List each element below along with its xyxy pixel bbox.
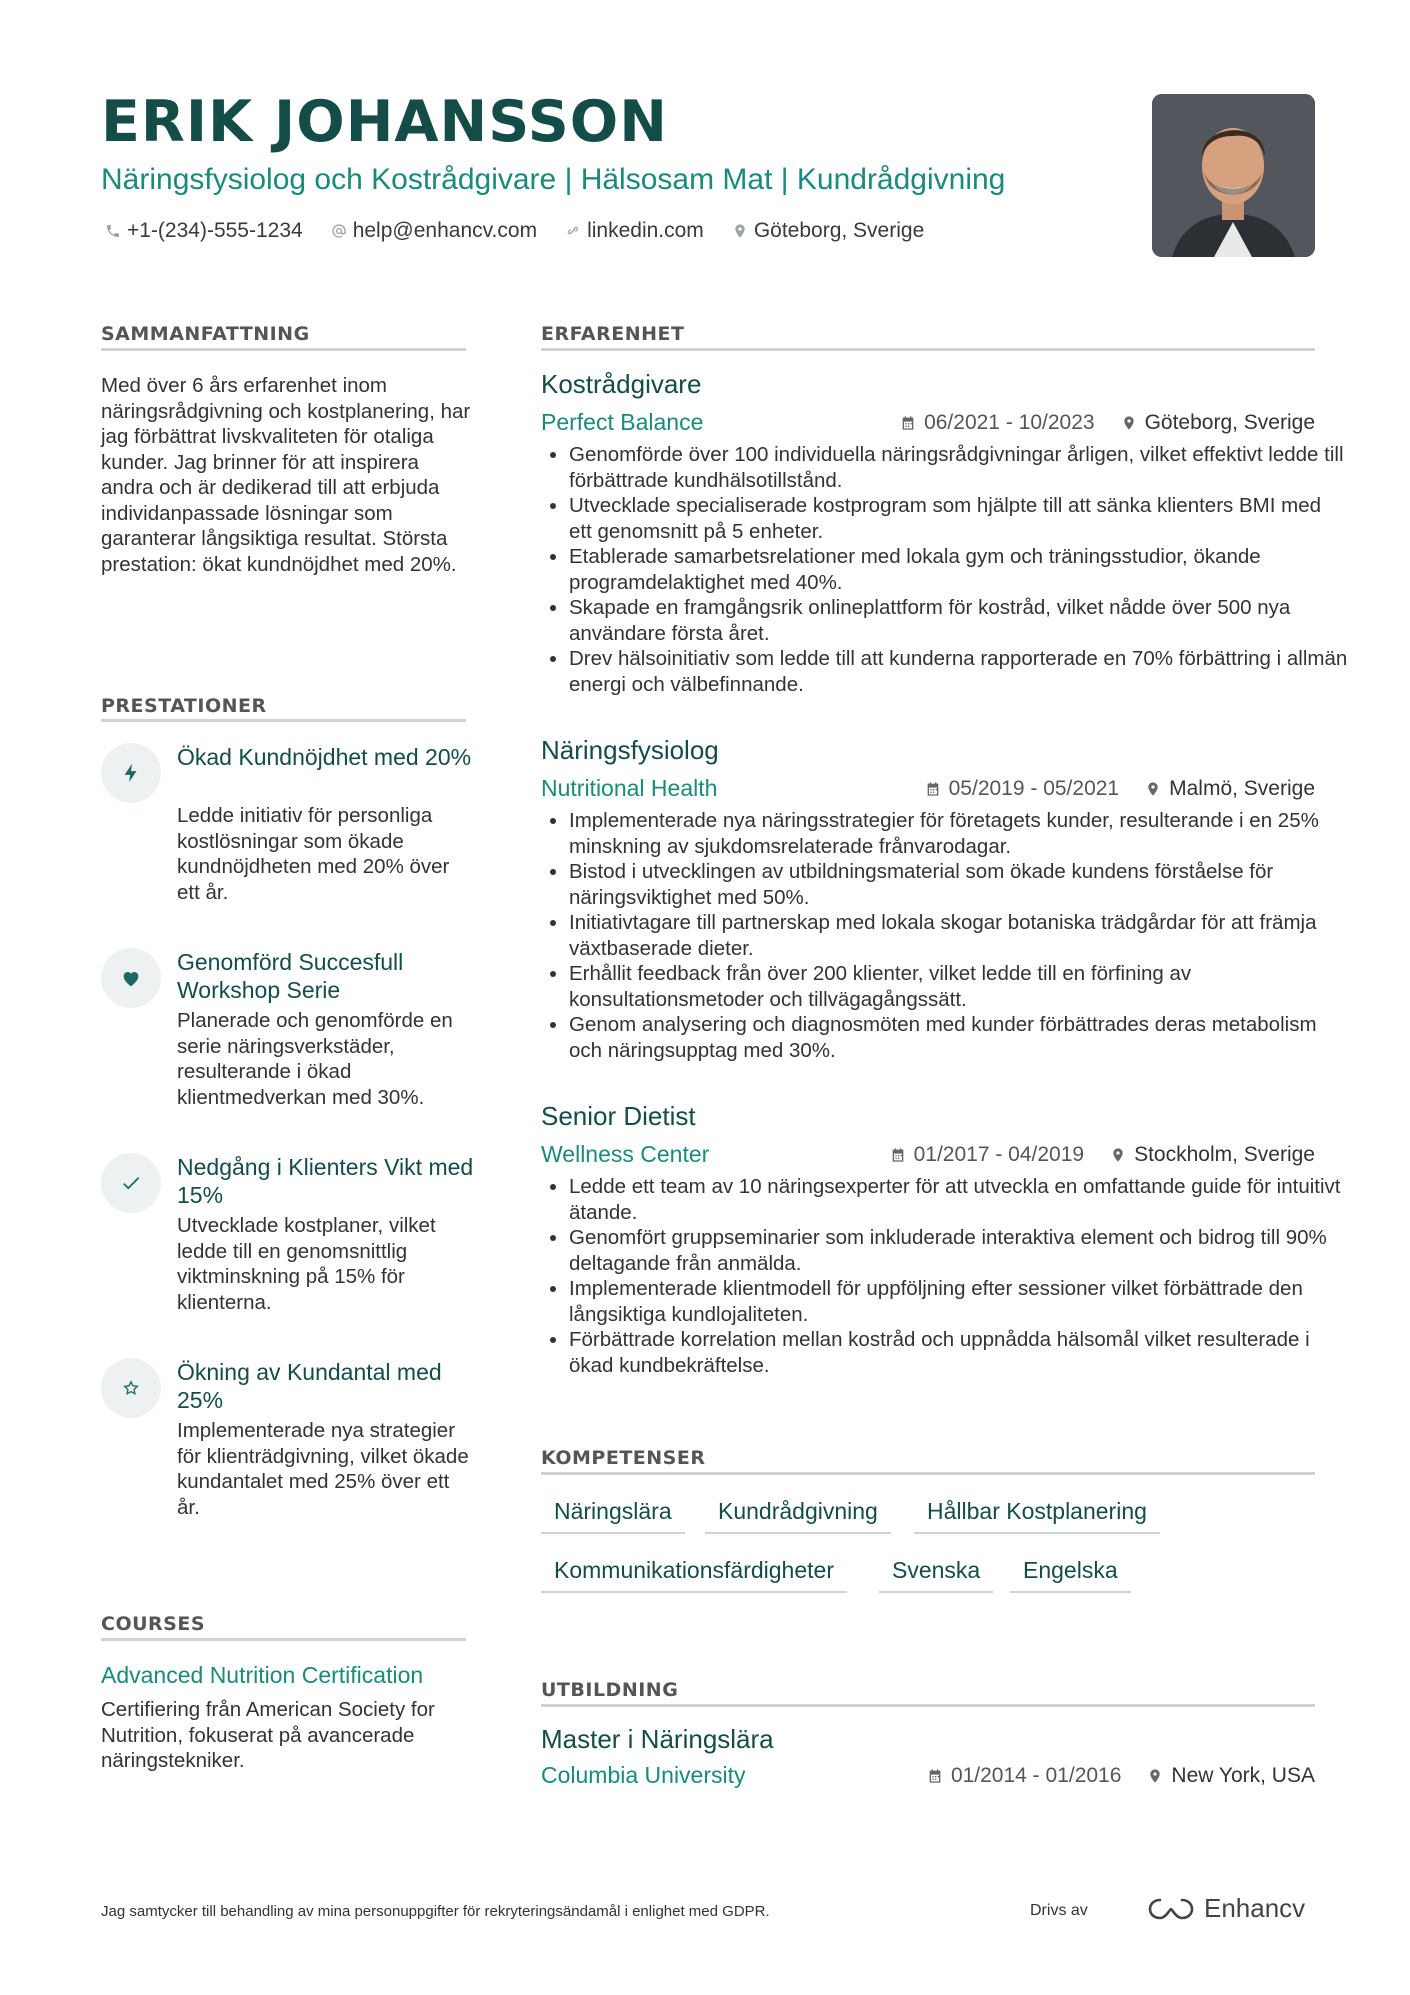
job-title: Näringsfysiolog	[541, 735, 719, 765]
skill-tag: Kommunikationsfärdigheter	[541, 1555, 847, 1593]
bullet-item: • Genom analysering och diagnosmöten med kunder förbättrades deras metabolism och näringsupptag med 30%.	[569, 1012, 1349, 1063]
job-dates-text: 06/2021 - 10/2023	[924, 411, 1095, 434]
location-icon	[732, 223, 748, 239]
skill-tag: Svenska	[879, 1555, 993, 1593]
profile-photo	[1152, 94, 1315, 257]
job-dates	[890, 1143, 1084, 1167]
job-location	[1145, 777, 1315, 801]
job-company: Perfect Balance	[541, 409, 704, 435]
job-company: Nutritional Health	[541, 775, 718, 801]
calendar-icon	[925, 781, 941, 797]
contact-email-text: help@enhancv.com	[352, 219, 538, 242]
skill-tag: Hållbar Kostplanering	[914, 1496, 1160, 1534]
achievement-title: Genomförd Succesfull Workshop Serie	[177, 949, 404, 1003]
skill-tag: Engelska	[1010, 1555, 1131, 1593]
education-location	[1147, 1764, 1315, 1788]
bullet-item: • Initiativtagare till partnerskap med lokala skogar botaniska trädgårdar för att främja växtbaserade dieter.	[569, 910, 1349, 961]
job-meta	[925, 777, 1315, 801]
job-bullets	[541, 442, 1349, 697]
phone-icon	[105, 223, 121, 239]
bolt-icon	[120, 762, 142, 784]
job-location-text: Stockholm, Sverige	[1134, 1143, 1315, 1166]
education-rule	[541, 1704, 1315, 1707]
skill-tag: Näringslära	[541, 1496, 685, 1534]
job-dates-text: 01/2017 - 04/2019	[913, 1143, 1085, 1166]
enhancv-logo-icon	[1148, 1896, 1194, 1922]
contact-email[interactable]	[331, 219, 537, 243]
contact-linkedin-text: linkedin.com	[587, 219, 704, 242]
contact-location-text: Göteborg, Sverige	[753, 219, 925, 242]
course-title: Advanced Nutrition Certification	[101, 1662, 424, 1688]
education-dates	[927, 1764, 1121, 1788]
job-company: Wellness Center	[541, 1141, 710, 1167]
achievement-desc: Ledde initiativ för personliga kostlösningar som ökade kundnöjdheten med 20% över ett år.	[177, 804, 450, 904]
bullet-item: • Implementerade nya näringsstrategier för företagets kunder, resulterande i en 25% minskning av sjukdomsrelaterade frånvarodagar.	[569, 808, 1349, 859]
skills-rule	[541, 1472, 1315, 1475]
achievement-desc: Implementerade nya strategier för klienträdgivning, vilket ökade kundantalet med 25% över ett år.	[177, 1419, 469, 1519]
experience-heading: ERFARENHET	[541, 323, 685, 345]
brand-logo[interactable]	[1148, 1893, 1305, 1924]
achievement-title: Ökad Kundnöjdhet med 20%	[177, 744, 472, 770]
calendar-icon	[890, 1147, 906, 1163]
achievement-title: Nedgång i Klienters Vikt med 15%	[177, 1154, 474, 1208]
courses-rule	[101, 1638, 466, 1641]
job-title: Senior Dietist	[541, 1101, 696, 1131]
bullet-item: • Genomförde över 100 individuella näringsrådgivningar årligen, vilket effektivt ledde till förbättrade kundhälsotillstånd.	[569, 442, 1349, 493]
job-dates-text: 05/2019 - 05/2021	[948, 777, 1120, 800]
job-location	[1121, 411, 1315, 435]
bullet-item: • Förbättrade korrelation mellan kostråd och uppnådda hälsomål vilket resulterade i ökad kundbekräftelse.	[569, 1327, 1349, 1378]
achievement-title: Ökning av Kundantal med 25%	[177, 1359, 442, 1413]
bullet-item: • Skapade en framgångsrik onlineplattform för kostråd, vilket nådde över 500 nya användare första året.	[569, 595, 1349, 646]
calendar-icon	[927, 1768, 943, 1784]
achievement-icon-badge	[101, 743, 161, 803]
location-icon	[1110, 1147, 1126, 1163]
job-location	[1110, 1143, 1315, 1167]
achievement-desc: Utvecklade kostplaner, vilket ledde till en genomsnittlig viktminskning på 15% för klienterna.	[177, 1214, 436, 1314]
summary-text: Med över 6 års erfarenhet inom näringsrådgivning och kostplanering, har jag förbättrat livskvaliteten för otaliga kunder. Jag brinner för att inspirera andra och är dedikerad till att erbjuda individanpassade lösningar som garanterar långsiktiga resultat. Största prestation: ökat kundnöjdhet med 20%.	[101, 374, 471, 576]
achievements-heading: PRESTATIONER	[101, 695, 267, 717]
achievement-icon-badge	[101, 1153, 161, 1213]
contact-linkedin[interactable]	[565, 219, 704, 243]
job-dates	[900, 411, 1094, 435]
link-icon	[565, 223, 581, 239]
job-location-text: Göteborg, Sverige	[1144, 411, 1315, 434]
job-meta	[900, 411, 1315, 435]
education-school: Columbia University	[541, 1762, 746, 1788]
bullet-item: • Erhållit feedback från över 200 klienter, vilket ledde till en förfining av konsultationsmetoder och tillvägagångssätt.	[569, 961, 1349, 1012]
summary-rule	[101, 348, 466, 351]
job-bullets	[541, 1174, 1349, 1378]
powered-by-label: Drivs av	[1030, 1902, 1088, 1919]
education-location-text: New York, USA	[1171, 1764, 1315, 1787]
location-icon	[1147, 1768, 1163, 1784]
achievement-icon-badge	[101, 1358, 161, 1418]
achievements-rule	[101, 719, 466, 722]
job-dates	[925, 777, 1119, 801]
candidate-subtitle: Näringsfysiolog och Kostrådgivare | Hälsosam Mat | Kundrådgivning	[101, 163, 1006, 196]
bullet-item: • Implementerade klientmodell för uppföljning efter sessioner vilket förbättrade den långsiktiga kundlojaliteten.	[569, 1276, 1349, 1327]
contact-phone-text: +1-(234)-555-1234	[127, 219, 303, 242]
at-icon	[331, 223, 347, 239]
course-desc: Certifiering från American Society for Nutrition, fokuserat på avancerade näringstekniker.	[101, 1698, 435, 1772]
location-icon	[1145, 781, 1161, 797]
job-title: Kostrådgivare	[541, 369, 702, 399]
contact-phone[interactable]	[105, 219, 303, 243]
education-meta	[927, 1764, 1315, 1788]
education-dates-text: 01/2014 - 01/2016	[950, 1764, 1122, 1787]
achievement-icon-badge	[101, 948, 161, 1008]
contact-location	[732, 219, 924, 243]
bullet-item: • Genomfört gruppseminarier som inkluderade interaktiva element och bidrog till 90% deltagande från anmälda.	[569, 1225, 1349, 1276]
skills-heading: KOMPETENSER	[541, 1447, 706, 1469]
star-icon	[120, 1377, 142, 1399]
bullet-item: • Utvecklade specialiserade kostprogram som hjälpte till att sänka klienters BMI med ett genomsnitt på 5 enheter.	[569, 493, 1349, 544]
summary-heading: SAMMANFATTNING	[101, 323, 310, 345]
candidate-name: ERIK JOHANSSON	[101, 89, 668, 155]
contact-bar	[105, 219, 924, 243]
calendar-icon	[900, 415, 916, 431]
education-heading: UTBILDNING	[541, 1679, 679, 1701]
achievement-desc: Planerade och genomförde en serie näringsverkstäder, resulterande i ökad klientmedverkan med 30%.	[177, 1009, 453, 1109]
location-icon	[1121, 415, 1137, 431]
check-icon	[120, 1172, 142, 1194]
job-meta	[890, 1143, 1315, 1167]
bullet-item: • Drev hälsoinitiativ som ledde till att kunderna rapporterade en 70% förbättring i allmän energi och välbefinnande.	[569, 646, 1349, 697]
heart-icon	[120, 967, 142, 989]
brand-name: Enhancv	[1204, 1893, 1306, 1923]
gdpr-note: Jag samtycker till behandling av mina personuppgifter för rekryteringsändamål i enlighet med GDPR.	[101, 1903, 770, 1920]
job-location-text: Malmö, Sverige	[1169, 777, 1315, 800]
courses-heading: COURSES	[101, 1613, 206, 1635]
experience-rule	[541, 348, 1315, 351]
bullet-item: • Bistod i utvecklingen av utbildningsmaterial som ökade kundens förståelse för näringsviktighet med 50%.	[569, 859, 1349, 910]
bullet-item: • Etablerade samarbetsrelationer med lokala gym och träningsstudior, ökande programdelaktighet med 40%.	[569, 544, 1349, 595]
education-degree: Master i Näringslära	[541, 1724, 774, 1754]
job-bullets	[541, 808, 1349, 1063]
skill-tag: Kundrådgivning	[705, 1496, 891, 1534]
bullet-item: • Ledde ett team av 10 näringsexperter för att utveckla en omfattande guide för intuitivt ätande.	[569, 1174, 1349, 1225]
